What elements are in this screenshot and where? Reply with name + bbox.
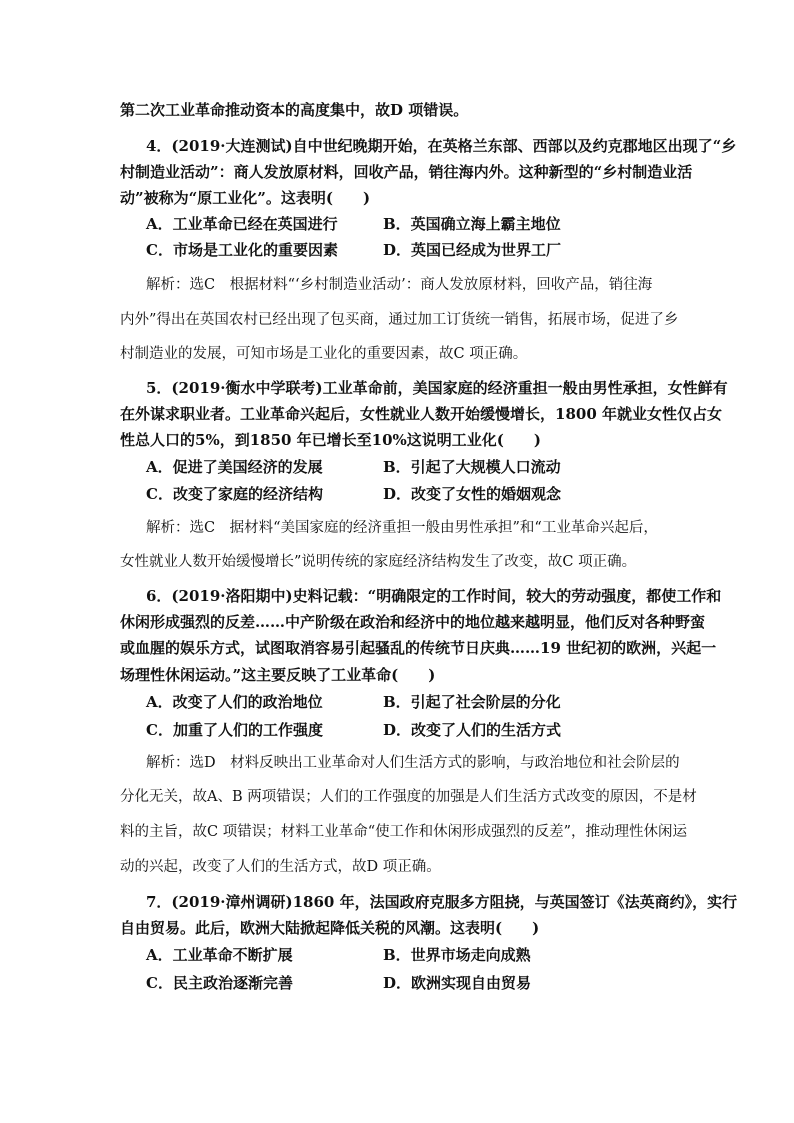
- option-c: C．民主政治逐渐完善: [146, 974, 293, 992]
- explanation-line: 解析：选C 据材料“美国家庭的经济重担一般由男性承担”和“工业革命兴起后，: [146, 520, 658, 536]
- explanation-line: 村制造业的发展，可知市场是工业化的重要因素，故C 项正确。: [120, 346, 528, 362]
- explanation-line: 动的兴起，改变了人们的生活方式，故D 项正确。: [120, 859, 441, 875]
- explanation-line: 解析：选D 材料反映出工业革命对人们生活方式的影响，与政治地位和社会阶层的: [146, 755, 680, 771]
- explanation-line: 解析：选C 根据材料“‘乡村制造业活动’：商人发放原材料，回收产品，销往海: [146, 277, 653, 293]
- option-b: B．引起了大规模人口流动: [383, 458, 561, 476]
- option-b: B．英国确立海上霸主地位: [383, 215, 561, 233]
- option-d: D．英国已经成为世界工厂: [383, 241, 562, 259]
- question-6-line: 或血腥的娱乐方式，试图取消容易引起骚乱的传统节日庆典……19 世纪初的欧洲，兴起一: [120, 639, 717, 657]
- question-6-line: 休闲形成强烈的反差……中产阶级在政治和经济中的地位越来越明显，他们反对各种野蛮: [120, 613, 706, 631]
- option-d: D．欧洲实现自由贸易: [383, 974, 532, 992]
- question-4-line: 4．(2019·大连测试)自中世纪晚期开始，在英格兰东部、西部以及约克郡地区出现了“乡: [146, 137, 737, 155]
- option-a: A．改变了人们的政治地位: [146, 693, 323, 711]
- option-d: D．改变了女性的婚姻观念: [383, 485, 562, 503]
- option-a: A．工业革命已经在英国进行: [146, 215, 338, 233]
- question-5-line: 5．(2019·衡水中学联考)工业革命前，美国家庭的经济重担一般由男性承担，女性鲜有: [146, 379, 728, 397]
- option-a: A．工业革命不断扩展: [146, 946, 293, 964]
- explanation-line: 女性就业人数开始缓慢增长”说明传统的家庭经济结构发生了改变，故C 项正确。: [120, 554, 637, 570]
- question-5-line: 性总人口的5%，到1850 年已增长至10%这说明工业化( ): [120, 431, 541, 449]
- option-a: A．促进了美国经济的发展: [146, 458, 323, 476]
- explanation-line: 内外”得出在英国农村已经出现了包买商，通过加工订货统一销售，拓展市场，促进了乡: [120, 312, 679, 328]
- question-6-line: 6．(2019·洛阳期中)史料记载：“明确限定的工作时间，较大的劳动强度，都使工作和: [146, 587, 722, 605]
- explanation-line: 分化无关，故A、B 两项错误；人们的工作强度的加强是人们生活方式改变的原因，不是材: [120, 789, 697, 805]
- question-5-line: 在外谋求职业者。工业革命兴起后，女性就业人数开始缓慢增长，1800 年就业女性仅占女: [120, 405, 722, 423]
- option-c: C．加重了人们的工作强度: [146, 721, 323, 739]
- question-7-line: 7．(2019·漳州调研)1860 年，法国政府克服多方阻挠，与英国签订《法英商约》，实行: [146, 893, 738, 911]
- option-d: D．改变了人们的生活方式: [383, 721, 562, 739]
- question-6-line: 场理性休闲运动。”这主要反映了工业革命( ): [120, 666, 436, 684]
- option-b: B．引起了社会阶层的分化: [383, 693, 561, 711]
- text-line: 第二次工业革命推动资本的高度集中，故D 项错误。: [120, 101, 469, 119]
- option-b: B．世界市场走向成熟: [383, 946, 531, 964]
- question-4-line: 动”被称为“原工业化”。这表明( ): [120, 189, 371, 207]
- question-4-line: 村制造业活动”：商人发放原材料，回收产品，销往海内外。这种新型的“乡村制造业活: [120, 163, 693, 181]
- explanation-line: 料的主旨，故C 项错误；材料工业革命“使工作和休闲形成强烈的反差”，推动理性休闲运: [120, 824, 688, 840]
- option-c: C．市场是工业化的重要因素: [146, 241, 338, 259]
- question-7-line: 自由贸易。此后，欧洲大陆掀起降低关税的风潮。这表明( ): [120, 919, 540, 937]
- option-c: C．改变了家庭的经济结构: [146, 485, 323, 503]
